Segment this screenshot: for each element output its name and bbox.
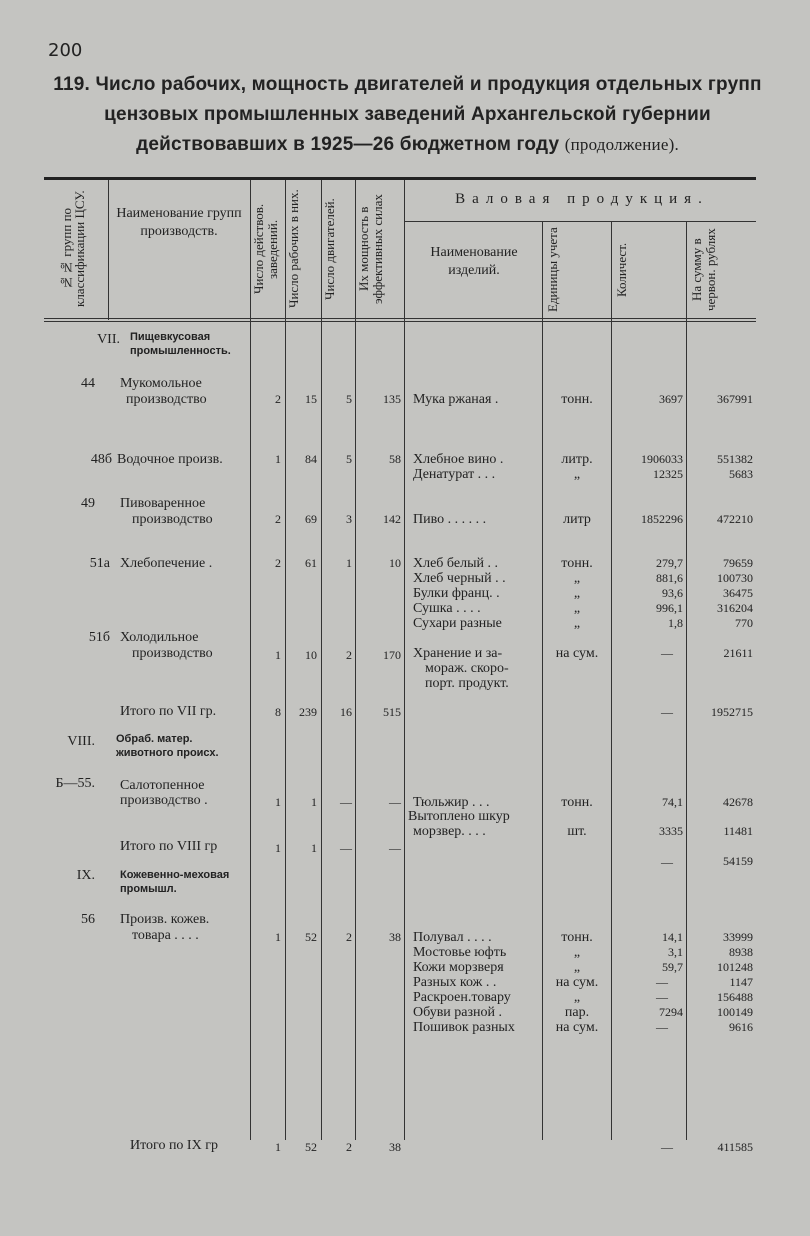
total-qty: — xyxy=(661,855,673,869)
product-name: Мука ржаная . xyxy=(413,392,499,407)
header-gross: Валовая продукция. xyxy=(455,191,709,207)
group-name: Холодильное xyxy=(120,630,199,645)
cell-enterprises: 2 xyxy=(275,392,281,406)
product-name: Пошивок разных xyxy=(413,1020,515,1035)
product-qty: 996,1 xyxy=(656,601,683,615)
group-name: производство xyxy=(132,512,213,527)
col-divider xyxy=(404,180,405,1140)
product-unit: литр. xyxy=(561,452,593,467)
product-sum: 5683 xyxy=(729,467,753,481)
cell-workers: 61 xyxy=(305,556,317,570)
cell-power: 58 xyxy=(389,452,401,466)
section-code: VIII. xyxy=(67,734,95,749)
row-code: 51б xyxy=(88,630,110,645)
page-number: 200 xyxy=(48,40,83,61)
cell-enterprises: 2 xyxy=(275,556,281,570)
product-name: Денатурат . . . xyxy=(413,467,496,482)
product-unit: „ xyxy=(573,616,581,631)
header-workers: Число рабочих в них. xyxy=(286,189,301,309)
cell-engines: 2 xyxy=(346,648,352,662)
cell-power: 10 xyxy=(389,556,401,570)
total-qty: — xyxy=(661,705,673,719)
total-power: — xyxy=(389,841,401,855)
product-qty: 93,6 xyxy=(662,586,683,600)
cell-engines: — xyxy=(340,795,352,809)
col-divider xyxy=(108,180,109,320)
cell-enterprises: 1 xyxy=(275,452,281,466)
product-sum: 36475 xyxy=(723,586,753,600)
product-unit: тонн. xyxy=(561,930,593,945)
header-bottom-rule xyxy=(44,321,756,322)
section-title: Обраб. матер. животного происх. xyxy=(116,733,219,759)
total-workers: 239 xyxy=(299,705,317,719)
product-sum: 100730 xyxy=(717,571,753,585)
product-qty: — xyxy=(656,975,668,989)
product-name: Сухари разные xyxy=(413,616,502,631)
product-unit: пар. xyxy=(564,1005,590,1020)
header-subrule xyxy=(404,221,756,222)
product-sum: 42678 xyxy=(723,795,753,809)
top-rule xyxy=(44,177,756,180)
header-bottom-rule xyxy=(44,318,756,319)
cell-power: 135 xyxy=(383,392,401,406)
group-name: товара . . . . xyxy=(132,928,199,943)
cell-workers: 10 xyxy=(305,648,317,662)
product-sum: 316204 xyxy=(717,601,753,615)
product-unit: на сум. xyxy=(555,975,599,990)
group-name: производство xyxy=(126,392,207,407)
cell-power: — xyxy=(389,795,401,809)
total-power: 38 xyxy=(389,1140,401,1154)
group-name: Пивоваренное xyxy=(120,496,206,511)
product-name: порт. продукт. xyxy=(425,676,509,691)
cell-workers: 1 xyxy=(311,795,317,809)
total-enterprises: 8 xyxy=(275,705,281,719)
product-qty: 3697 xyxy=(659,392,683,406)
product-sum: 9616 xyxy=(729,1020,753,1034)
product-unit: на сум. xyxy=(555,1020,599,1035)
section-code: IX. xyxy=(76,868,95,883)
row-code: 51а xyxy=(89,556,110,571)
product-name: Сушка . . . . xyxy=(413,601,481,616)
total-workers: 52 xyxy=(305,1140,317,1154)
product-qty: — xyxy=(656,990,668,1004)
product-name: Вытоплено шкур xyxy=(408,809,510,824)
product-qty: 3,1 xyxy=(668,945,683,959)
product-unit: „ xyxy=(573,601,581,616)
product-sum: 100149 xyxy=(717,1005,753,1019)
row-code: 44 xyxy=(81,376,95,391)
group-name: производство xyxy=(132,646,213,661)
col-divider xyxy=(686,222,687,1140)
product-unit: „ xyxy=(573,945,581,960)
title-main: 119. Число рабочих, мощность двигателей и продукция отдельных групп цензовых промышленных заведений Архангельской губернии действовавших в 1925—26 бюджетном году xyxy=(53,74,762,155)
title-suffix: (продолжение). xyxy=(564,135,679,154)
group-name: Мукомольное xyxy=(120,376,202,391)
product-name: Обуви разной . xyxy=(413,1005,503,1020)
product-qty: — xyxy=(661,646,673,660)
header-qty: Количест. xyxy=(614,242,629,298)
total-engines: 2 xyxy=(346,1140,352,1154)
product-qty: 59,7 xyxy=(662,960,683,974)
total-engines: — xyxy=(340,841,352,855)
product-qty: 1852296 xyxy=(641,512,683,526)
cell-workers: 84 xyxy=(305,452,317,466)
header-power: Их мощность в эффективных силах xyxy=(356,194,385,304)
total-power: 515 xyxy=(383,705,401,719)
product-unit: тонн. xyxy=(561,795,593,810)
product-name: Тюльжир . . . xyxy=(413,795,490,810)
header-unit: Единицы учета xyxy=(545,227,560,313)
product-sum: 8938 xyxy=(729,945,753,959)
header-code: №№ групп по классификации ЦСУ. xyxy=(59,190,87,308)
cell-power: 170 xyxy=(383,648,401,662)
group-name: Салотопенное xyxy=(120,778,205,793)
group-name: Произв. кожев. xyxy=(120,912,210,927)
product-name: Хлебное вино . xyxy=(413,452,504,467)
cell-engines: 5 xyxy=(346,392,352,406)
row-code: 49 xyxy=(81,496,95,511)
row-code: 48б xyxy=(90,452,112,467)
cell-enterprises: 1 xyxy=(275,648,281,662)
cell-engines: 2 xyxy=(346,930,352,944)
product-name: Хлеб черный . . xyxy=(413,571,506,586)
product-unit: тонн. xyxy=(561,392,593,407)
cell-workers: 52 xyxy=(305,930,317,944)
header-enterprises: Число действов. заведений. xyxy=(251,203,280,295)
product-sum: 11481 xyxy=(723,824,753,838)
product-name: Хлеб белый . . xyxy=(413,556,498,571)
col-divider xyxy=(542,222,543,1140)
product-qty: 12325 xyxy=(653,467,683,481)
product-name: морзвер. . . . xyxy=(413,824,486,839)
product-name: Пиво . . . . . . xyxy=(413,512,487,527)
group-name: Хлебопечение . xyxy=(120,556,213,571)
product-qty: 74,1 xyxy=(662,795,683,809)
product-unit: шт. xyxy=(567,824,587,839)
cell-workers: 69 xyxy=(305,512,317,526)
product-qty: 1906033 xyxy=(641,452,683,466)
col-divider xyxy=(250,180,251,1140)
product-name: Мостовье юфть xyxy=(413,945,507,960)
total-sum: 54159 xyxy=(723,854,753,868)
row-code: 56 xyxy=(81,912,95,927)
cell-power: 142 xyxy=(383,512,401,526)
total-qty: — xyxy=(661,1140,673,1154)
cell-power: 38 xyxy=(389,930,401,944)
product-qty: 279,7 xyxy=(656,556,683,570)
total-sum: 1952715 xyxy=(711,705,753,719)
cell-workers: 15 xyxy=(305,392,317,406)
total-workers: 1 xyxy=(311,841,317,855)
product-unit: „ xyxy=(573,586,581,601)
row-code: Б—55. xyxy=(55,776,95,791)
product-name: Кожи морзверя xyxy=(413,960,504,975)
product-unit: „ xyxy=(573,467,581,482)
product-qty: 1,8 xyxy=(668,616,683,630)
group-name: Водочное произв. xyxy=(117,452,223,467)
cell-enterprises: 1 xyxy=(275,795,281,809)
cell-engines: 3 xyxy=(346,512,352,526)
product-qty: 3335 xyxy=(659,824,683,838)
product-name: Раскроен.товару xyxy=(413,990,511,1005)
col-divider xyxy=(285,180,286,1140)
group-name: производство . xyxy=(120,793,208,808)
product-qty: — xyxy=(656,1020,668,1034)
product-unit: на сум. xyxy=(555,646,599,661)
total-sum: 411585 xyxy=(717,1140,753,1154)
product-qty: 14,1 xyxy=(662,930,683,944)
col-divider xyxy=(321,180,322,1140)
header-engines: Число двигателей. xyxy=(322,198,337,300)
product-unit: „ xyxy=(573,990,581,1005)
product-sum: 472210 xyxy=(717,512,753,526)
total-label: Итого по VIII гр xyxy=(120,839,218,854)
total-engines: 16 xyxy=(340,705,352,719)
product-unit: „ xyxy=(573,960,581,975)
col-divider xyxy=(611,222,612,1140)
product-name: Полувал . . . . xyxy=(413,930,492,945)
product-sum: 21611 xyxy=(723,646,753,660)
product-sum: 551382 xyxy=(717,452,753,466)
product-sum: 79659 xyxy=(723,556,753,570)
product-name: Разных кож . . xyxy=(413,975,497,990)
total-enterprises: 1 xyxy=(275,1140,281,1154)
col-divider xyxy=(355,180,356,1140)
product-sum: 1147 xyxy=(729,975,753,989)
product-sum: 156488 xyxy=(717,990,753,1004)
product-unit: „ xyxy=(573,571,581,586)
section-code: VII. xyxy=(97,332,120,347)
section-title: Кожевенно-меховая промышл. xyxy=(120,869,230,895)
total-enterprises: 1 xyxy=(275,841,281,855)
product-unit: тонн. xyxy=(561,556,593,571)
product-qty: 7294 xyxy=(659,1005,683,1019)
product-name: мораж. скоро- xyxy=(425,661,509,676)
product-sum: 367991 xyxy=(717,392,753,406)
cell-enterprises: 2 xyxy=(275,512,281,526)
cell-enterprises: 1 xyxy=(275,930,281,944)
section-title: Пищевкусовая промышленность. xyxy=(130,331,231,357)
product-name: Булки франц. . xyxy=(413,586,500,601)
product-unit: литр xyxy=(563,512,591,527)
total-label: Итого по VII гр. xyxy=(120,704,217,719)
product-name: Хранение и за- xyxy=(413,646,503,661)
product-sum: 101248 xyxy=(717,960,753,974)
cell-engines: 1 xyxy=(346,556,352,570)
total-label: Итого по IX гр xyxy=(130,1138,218,1153)
product-sum: 33999 xyxy=(723,930,753,944)
header-sum: На сумму в червон. рублях xyxy=(689,228,718,312)
header-product: Наименование изделий. xyxy=(430,245,518,278)
table-title xyxy=(30,70,785,160)
cell-engines: 5 xyxy=(346,452,352,466)
product-qty: 881,6 xyxy=(656,571,683,585)
product-sum: 770 xyxy=(735,616,753,630)
header-group: Наименование групп производств. xyxy=(116,206,242,239)
